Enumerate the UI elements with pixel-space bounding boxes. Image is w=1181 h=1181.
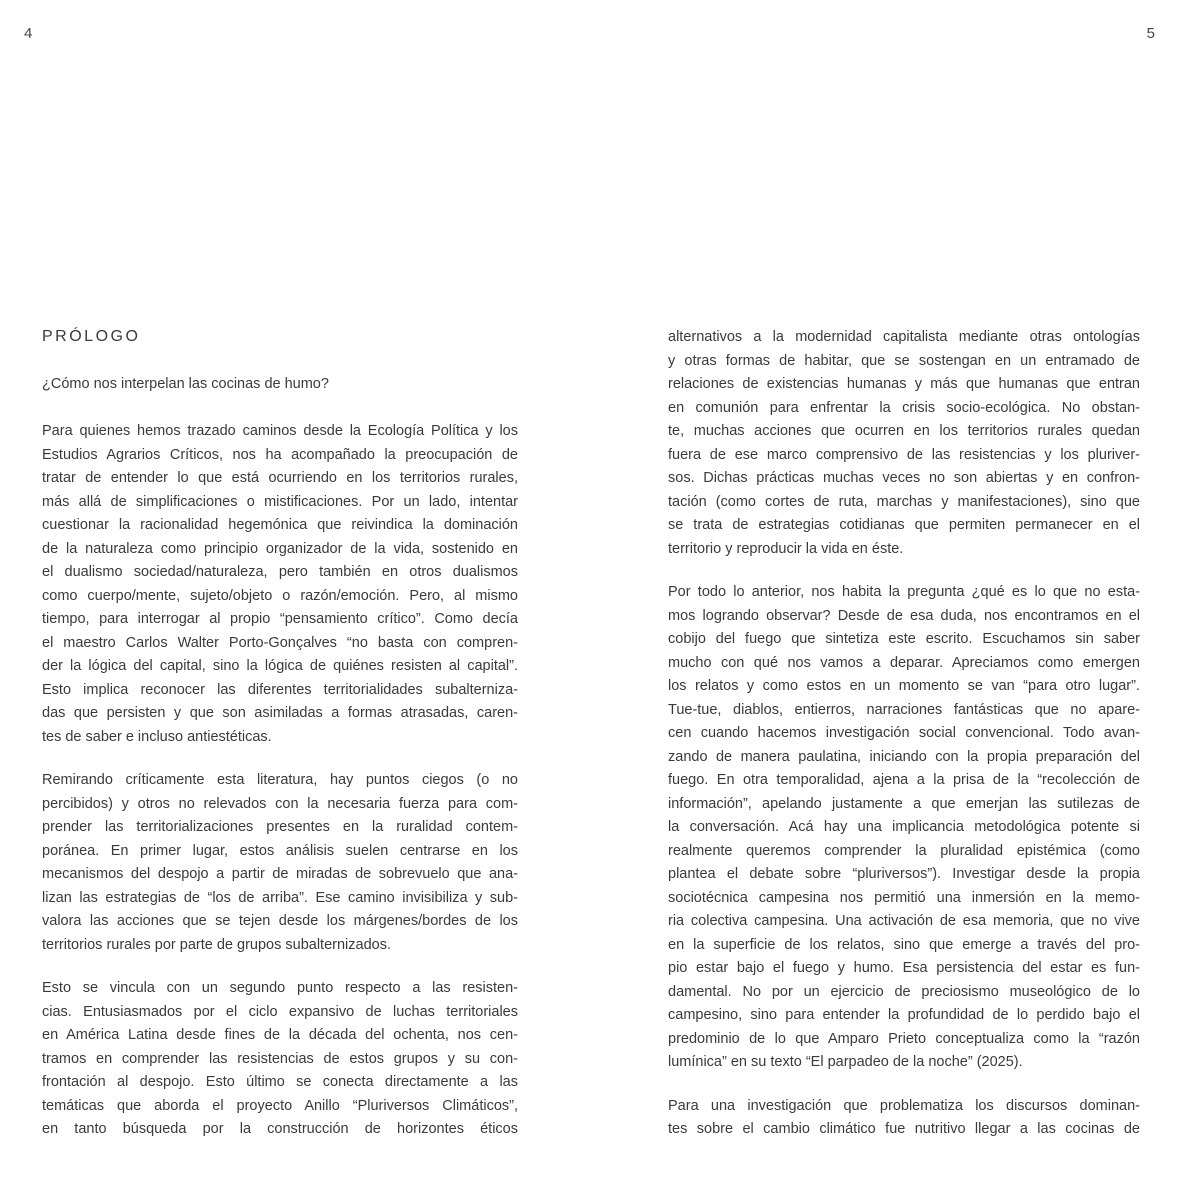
prologue-title: PRÓLOGO xyxy=(42,328,141,345)
page-number-left: 4 xyxy=(24,25,33,42)
paragraph xyxy=(42,977,518,1142)
text-line: tación (como cortes de ruta, marchas y manifestaciones), sino que xyxy=(668,493,1140,510)
text-line: damental. No por un ejercicio de preciosismo museológico de lo xyxy=(668,983,1140,1000)
text-line: en comunión para enfrentar la crisis socio-ecológica. No obstan- xyxy=(668,399,1140,416)
right-page-text-column xyxy=(668,326,1140,1162)
prologue-subtitle: ¿Cómo nos interpelan las cocinas de humo? xyxy=(42,375,329,392)
text-line: mos logrando observar? Desde de esa duda, nos encontramos en el xyxy=(668,607,1140,624)
text-line: y otras formas de habitar, que se sostengan en un entramado de xyxy=(668,352,1140,369)
text-line: Estudios Agrarios Críticos, nos ha acompañado la preocupación de xyxy=(42,446,518,463)
text-line: en América Latina desde fines de la década del ochenta, nos cen- xyxy=(42,1027,518,1043)
text-line: tes de saber e incluso antiestéticas. xyxy=(42,728,272,745)
text-line: pio estar bajo el fuego y humo. Esa persistencia del estar es fun- xyxy=(668,960,1140,976)
text-line: Esto se vincula con un segundo punto respecto a las resisten- xyxy=(42,980,518,996)
text-line: der la lógica del capital, sino la lógica de quiénes resisten al capital”. xyxy=(42,658,518,674)
text-line: ria colectiva campesina. Una activación de esa memoria, que no vive xyxy=(668,913,1140,929)
text-line: tes sobre el cambio climático fue nutritivo llegar a las cocinas de xyxy=(668,1121,1140,1137)
text-line: territorio y reproducir la vida en éste. xyxy=(668,540,904,557)
text-line: Esto implica reconocer las diferentes territorialidades subalterniza- xyxy=(42,681,518,698)
text-line: tramos en comprender las resistencias de estos grupos y su con- xyxy=(42,1050,518,1067)
text-line: Remirando críticamente esta literatura, hay puntos ciegos (o no xyxy=(42,772,518,788)
page-number-right: 5 xyxy=(1146,25,1155,42)
text-line: zando de manera paulatina, iniciando con la propia preparación del xyxy=(668,748,1140,765)
text-line: sos. Dichas prácticas muchas veces no son abiertas y en confron- xyxy=(668,470,1140,486)
text-line: alternativos a la modernidad capitalista mediante otras ontologías xyxy=(668,329,1140,345)
text-line: mucho con qué nos vamos a deparar. Apreciamos como emergen xyxy=(668,654,1140,671)
text-line: frontación al despojo. Esto último se conecta directamente a las xyxy=(42,1074,518,1090)
text-line: más allá de simplificaciones o mistificaciones. Por un lado, intentar xyxy=(42,493,518,510)
text-line: en tanto búsqueda por la construcción de horizontes éticos xyxy=(42,1121,518,1137)
text-line: poránea. En primer lugar, estos análisis suelen centrarse en los xyxy=(42,842,518,859)
text-line: lizan las estrategias de “los de arriba”. Ese camino invisibiliza y sub- xyxy=(42,889,518,906)
text-line: cuestionar la racionalidad hegemónica que reivindica la dominación xyxy=(42,517,518,533)
text-line: Para una investigación que problematiza los discursos dominan- xyxy=(668,1097,1140,1114)
text-line: de la naturaleza como principio organizador de la vida, sostenido en xyxy=(42,540,518,557)
left-page-text-column xyxy=(42,325,518,1162)
paragraph xyxy=(668,1095,1140,1142)
text-line: realmente queremos comprender la pluralidad epistémica (como xyxy=(668,842,1140,859)
text-line: Por todo lo anterior, nos habita la pregunta ¿qué es lo que no esta- xyxy=(668,584,1140,600)
text-line: das que persisten y que son asimiladas a formas atrasadas, caren- xyxy=(42,705,518,721)
left-page-paragraphs xyxy=(42,420,518,1142)
text-line: tiempo, para interrogar al propio “pensamiento crítico”. Como decía xyxy=(42,611,518,627)
text-line: valora las acciones que se tejen desde los márgenes/bordes de los xyxy=(42,913,518,929)
text-line: tratar de entender lo que está ocurriendo en los territorios rurales, xyxy=(42,470,518,486)
paragraph xyxy=(42,769,518,957)
text-line: cias. Entusiasmados por el ciclo expansivo de luchas territoriales xyxy=(42,1003,518,1020)
text-line: relaciones de existencias humanas y más que humanas que entran xyxy=(668,376,1140,392)
text-line: mecanismos del despojo a partir de miradas de sobrevuelo que ana- xyxy=(42,866,518,882)
text-line: en la superficie de los relatos, sino que emerge a través del pro- xyxy=(668,936,1140,953)
text-line: el maestro Carlos Walter Porto-Gonçalves “no basta con compren- xyxy=(42,634,518,651)
text-line: campesino, sino para entender la profundidad de lo perdido bajo el xyxy=(668,1007,1140,1023)
text-line: el dualismo sociedad/naturaleza, pero también en otros dualismos xyxy=(42,564,518,580)
text-line: cobijo del fuego que sintetiza este escrito. Escuchamos sin saber xyxy=(668,631,1140,647)
right-page-paragraphs xyxy=(668,326,1140,1142)
text-line: sociotécnica campesina nos permitió una inmersión en la memo- xyxy=(668,889,1140,906)
text-line: como cuerpo/mente, sujeto/objeto o razón/emoción. Pero, al mismo xyxy=(42,587,518,604)
text-line: los relatos y como estos en un momento se van “para otro lugar”. xyxy=(668,678,1140,694)
paragraph xyxy=(42,420,518,749)
text-line: se trata de estrategias cotidianas que permiten permanecer en el xyxy=(668,517,1140,533)
text-line: te, muchas acciones que ocurren en los territorios rurales quedan xyxy=(668,423,1140,439)
text-line: plantea el debate sobre “pluriversos”). Investigar desde la propia xyxy=(668,866,1140,882)
text-line: cen cuando hacemos investigación social convencional. Todo avan- xyxy=(668,725,1140,741)
text-line: Tue-tue, diablos, entierros, narraciones fantásticas que no apare- xyxy=(668,701,1140,718)
text-line: fuera de ese marco comprensivo de las resistencias y los pluriver- xyxy=(668,446,1140,463)
text-line: la conversación. Acá hay una implicancia metodológica potente si xyxy=(668,819,1140,835)
text-line: fuego. En otra temporalidad, ajena a la prisa de la “recolección de xyxy=(668,772,1140,788)
text-line: Para quienes hemos trazado caminos desde la Ecología Política y los xyxy=(42,423,518,439)
text-line: información”, apelando justamente a que emerjan las sutilezas de xyxy=(668,795,1140,812)
text-line: territorios rurales por parte de grupos subalternizados. xyxy=(42,936,391,953)
text-line: predominio de lo que Amparo Prieto conceptualiza como la “razón xyxy=(668,1030,1140,1047)
text-line: prender las territorializaciones presentes en la ruralidad contem- xyxy=(42,819,518,835)
paragraph xyxy=(668,581,1140,1075)
text-line: temáticas que aborda el proyecto Anillo “Pluriversos Climáticos”, xyxy=(42,1097,518,1114)
paragraph xyxy=(668,326,1140,561)
text-line: percibidos) y otros no relevados con la necesaria fuerza para com- xyxy=(42,795,518,812)
text-line: lumínica” en su texto “El parpadeo de la noche” (2025). xyxy=(668,1054,1023,1070)
